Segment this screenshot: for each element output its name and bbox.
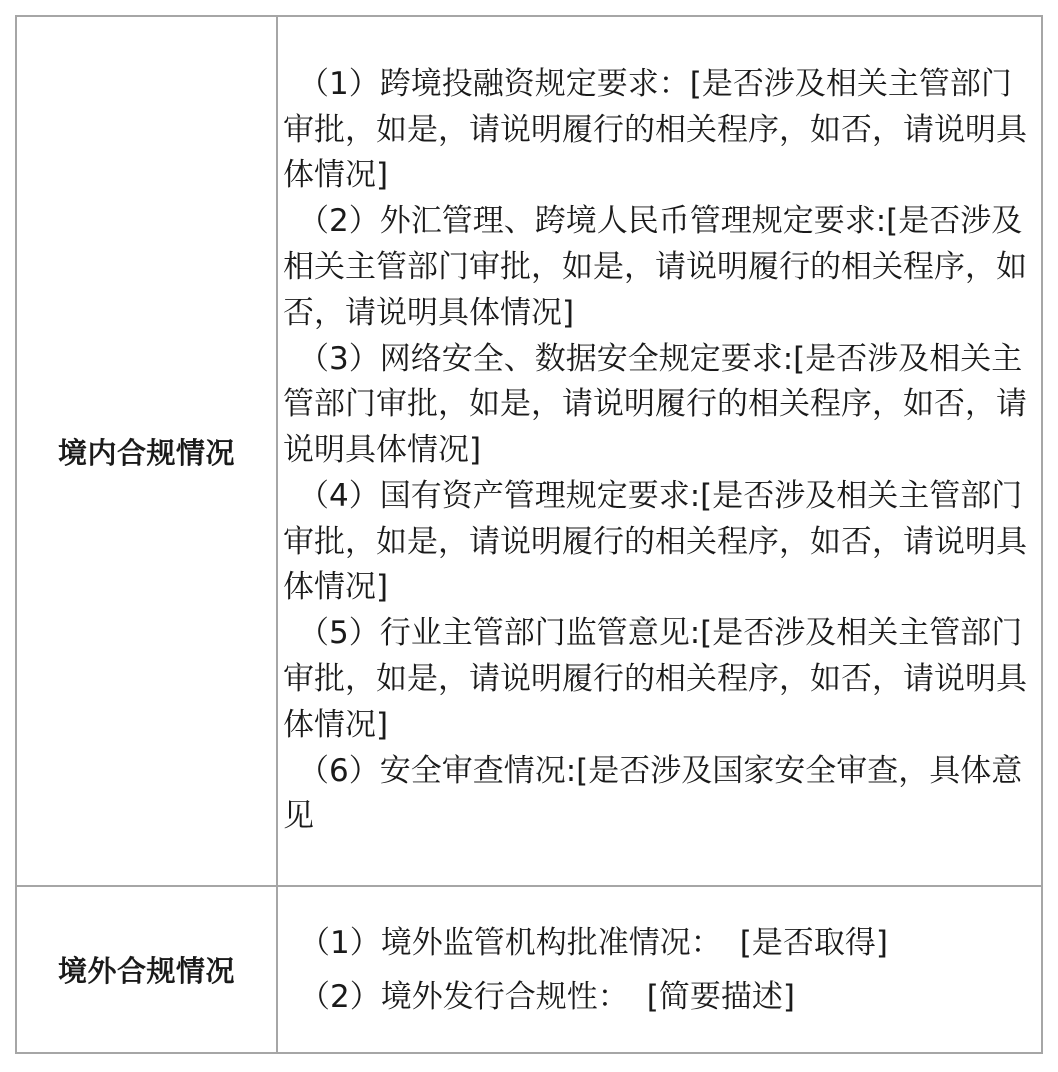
domestic-item-4: [283, 474, 1037, 611]
item-text: 国有资产管理规定要求:[是否涉及相关主管部门审批，如是，请说明履行的相关程序，如否，请说明具体情况]: [283, 477, 1027, 606]
domestic-item-1: [283, 62, 1037, 199]
overseas-item-2: [299, 970, 1037, 1024]
item-text: 网络安全、数据安全规定要求:[是否涉及相关主管部门审批，如是，请说明履行的相关程序，如否，请说明具体情况]: [283, 340, 1027, 469]
domestic-compliance-content: [277, 16, 1042, 886]
item-number: （3）: [298, 340, 380, 377]
domestic-item-3: [283, 337, 1037, 474]
item-text: 安全审查情况:[是否涉及国家安全审查，具体意见: [283, 752, 1023, 835]
item-value: [是否取得]: [739, 924, 888, 961]
domestic-item-5: [283, 611, 1037, 748]
item-number: （6）: [298, 752, 380, 789]
overseas-compliance-label: 境外合规情况: [16, 886, 277, 1053]
overseas-compliance-content: [277, 886, 1042, 1053]
item-text: 外汇管理、跨境人民币管理规定要求:[是否涉及相关主管部门审批，如是，请说明履行的相关程序，如否，请说明具体情况]: [283, 203, 1027, 331]
item-number: （1）: [299, 924, 381, 961]
item-text: 跨境投融资规定要求：[是否涉及相关主管部门审批，如是，请说明履行的相关程序，如否，请说明具体情况]: [283, 65, 1027, 194]
item-number: （4）: [298, 477, 380, 514]
overseas-compliance-row: [16, 886, 1042, 1053]
item-number: （2）: [299, 978, 381, 1015]
domestic-compliance-list: [283, 62, 1037, 841]
domestic-compliance-label: 境内合规情况: [16, 16, 277, 886]
item-number: （5）: [298, 615, 380, 652]
item-text: 境外监管机构批准情况：: [380, 924, 722, 961]
domestic-item-2: [283, 199, 1037, 336]
item-number: （2）: [298, 203, 380, 240]
overseas-compliance-list: [283, 916, 1037, 1024]
domestic-compliance-row: [16, 16, 1042, 886]
item-text: 行业主管部门监管意见:[是否涉及相关主管部门审批，如是，请说明履行的相关程序，如否，请说明具体情况]: [283, 615, 1027, 743]
item-number: （1）: [298, 65, 380, 102]
overseas-item-1: [299, 916, 1037, 970]
compliance-table: [15, 15, 1043, 1054]
item-value: [简要描述]: [646, 978, 795, 1015]
domestic-item-6: [283, 749, 1037, 841]
item-text: 境外发行合规性：: [380, 978, 629, 1015]
